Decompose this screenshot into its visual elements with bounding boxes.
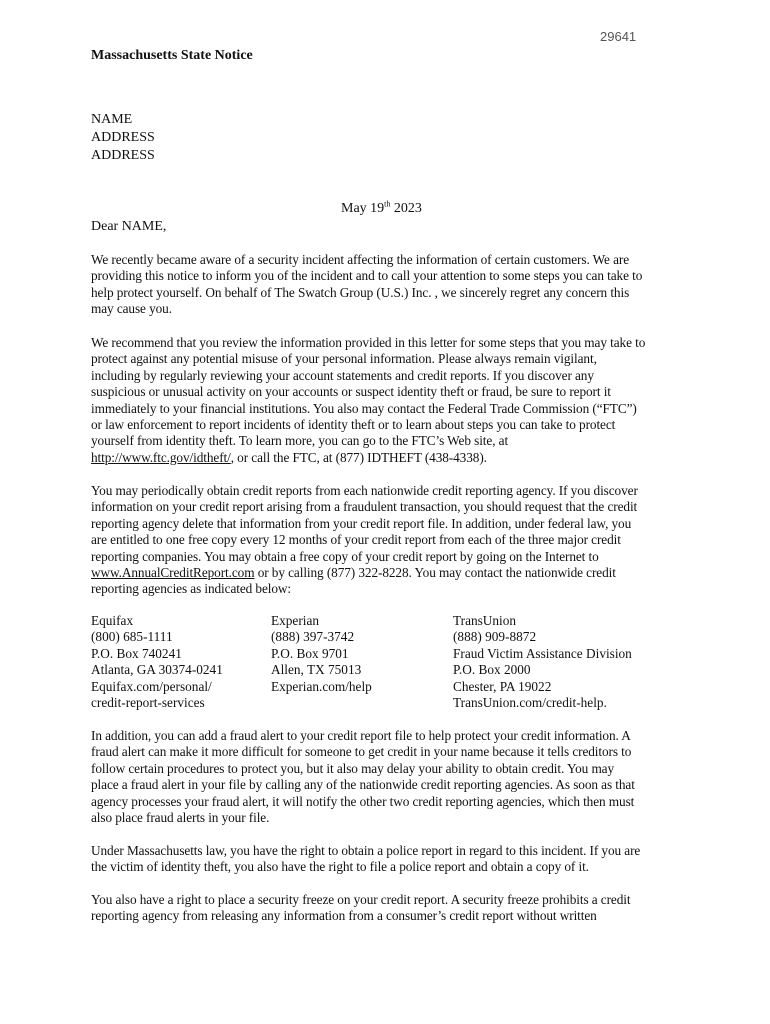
recipient-name: NAME — [91, 112, 133, 127]
agency-phone: (888) 397-3742 — [271, 629, 355, 645]
agency-transunion — [453, 613, 632, 711]
paragraph-line: may cause you. — [91, 301, 172, 317]
agency-po-box: P.O. Box 9701 — [271, 645, 349, 661]
agency-web: credit-report-services — [91, 695, 205, 711]
annual-credit-report-link[interactable]: www.AnnualCreditReport.com — [91, 565, 255, 581]
paragraph-line — [91, 565, 683, 581]
paragraph-line: yourself from identity theft. To learn more, you can go to the FTC’s Web site, at — [91, 433, 509, 449]
agency-city: Chester, PA 19022 — [453, 678, 552, 694]
date-month-day: May 19 — [341, 201, 385, 216]
agency-equifax — [91, 613, 223, 711]
agency-web: Equifax.com/personal/ — [91, 678, 212, 694]
paragraph-line: reporting agencies as indicated below: — [91, 581, 292, 597]
paragraph-line: fraud alert can make it more difficult for someone to get credit in your name because it tells creditors to — [91, 744, 632, 760]
paragraph-security-freeze — [91, 892, 683, 925]
paragraph-line: are entitled to one free copy every 12 months of your credit report from each of the three major credit — [91, 532, 621, 548]
recipient-address-line: ADDRESS — [91, 148, 155, 163]
agency-experian — [271, 613, 372, 695]
paragraph-line: Under Massachusetts law, you have the right to obtain a police report in regard to this incident. If you are — [91, 843, 641, 858]
paragraph-line: In addition, you can add a fraud alert to your credit report file to help protect your credit information. A — [91, 728, 631, 743]
paragraph-line: or law enforcement to report incidents of identity theft or to learn about steps you can take to protect — [91, 417, 616, 433]
agency-name: Equifax — [91, 613, 134, 628]
agency-web: TransUnion.com/credit-help. — [453, 695, 607, 711]
paragraph-line: providing this notice to inform you of the incident and to call your attention to some steps you can take to — [91, 268, 643, 284]
paragraph-line: reporting companies. You may obtain a free copy of your credit report by going on the Internet to — [91, 548, 599, 564]
agency-web: Experian.com/help — [271, 678, 372, 694]
paragraph-line: We recently became aware of a security incident affecting the information of certain customers. We are — [91, 252, 629, 267]
agency-phone: (888) 909-8872 — [453, 629, 537, 645]
recipient-address-block — [91, 111, 155, 165]
paragraph-line-tail: or by calling (877) 322-8228. You may contact the nationwide credit — [254, 565, 616, 581]
paragraph-line: You may periodically obtain credit reports from each nationwide credit reporting agency. If you discover — [91, 483, 638, 498]
agency-phone: (800) 685-1111 — [91, 629, 173, 645]
paragraph-line: We recommend that you review the information provided in this letter for some steps that you may take to — [91, 335, 646, 350]
paragraph-line: also place fraud alerts in your file. — [91, 810, 270, 826]
paragraph-line: immediately to your financial institutions. You also may contact the Federal Trade Commission (“FTC”) — [91, 400, 637, 416]
paragraph-recommendation — [91, 335, 683, 466]
paragraph-line: suspicious or unusual activity on your accounts or suspect identity theft or fraud, be sure to report it — [91, 384, 611, 400]
letter-date — [341, 200, 422, 218]
agency-name: TransUnion — [453, 613, 517, 628]
document-id: 29641 — [600, 29, 637, 44]
date-year: 2023 — [390, 201, 422, 216]
paragraph-police-report — [91, 843, 683, 876]
paragraph-incident — [91, 252, 683, 318]
agency-po-box: P.O. Box 2000 — [453, 662, 531, 678]
paragraph-fraud-alert — [91, 728, 683, 826]
ftc-idtheft-link[interactable]: http://www.ftc.gov/idtheft/ — [91, 449, 231, 465]
agency-po-box: P.O. Box 740241 — [91, 645, 182, 661]
date-suffix: th — [384, 199, 391, 209]
paragraph-credit-reports — [91, 483, 683, 598]
greeting: Dear NAME, — [91, 219, 167, 234]
paragraph-line: the victim of identity theft, you also have the right to file a police report and obtain a copy of it. — [91, 859, 589, 875]
paragraph-line: information on your credit report arising from a fraudulent transaction, you should request that the credit — [91, 499, 638, 515]
paragraph-line-tail: , or call the FTC, at (877) IDTHEFT (438-4338). — [230, 449, 487, 465]
agency-name: Experian — [271, 613, 319, 628]
agency-division: Fraud Victim Assistance Division — [453, 645, 632, 661]
paragraph-line: protect against any potential misuse of your personal information. Please always remain vigilant, — [91, 351, 597, 367]
paragraph-line: reporting agency from releasing any information from a consumer’s credit report without written — [91, 908, 597, 924]
page-title: Massachusetts State Notice — [91, 48, 253, 63]
agency-city: Allen, TX 75013 — [271, 662, 362, 678]
recipient-address-line: ADDRESS — [91, 130, 155, 145]
agency-city: Atlanta, GA 30374-0241 — [91, 662, 223, 678]
paragraph-line: agency processes your fraud alert, it will notify the other two credit reporting agencies, which then must — [91, 793, 635, 809]
paragraph-line — [91, 450, 683, 466]
paragraph-line: help protect yourself. On behalf of The Swatch Group (U.S.) Inc. , we sincerely regret any concern this — [91, 284, 630, 300]
paragraph-line: follow certain procedures to protect you, but it also may delay your ability to obtain credit. You may — [91, 760, 615, 776]
paragraph-line: You also have a right to place a security freeze on your credit report. A security freeze prohibits a credit — [91, 892, 631, 907]
paragraph-line: reporting agency delete that information from your credit report file. In addition, under federal law, you — [91, 515, 632, 531]
paragraph-line: including by regularly reviewing your account statements and credit reports. If you discover any — [91, 367, 594, 383]
paragraph-line: place a fraud alert in your file by calling any of the nationwide credit reporting agencies. As soon as that — [91, 777, 635, 793]
